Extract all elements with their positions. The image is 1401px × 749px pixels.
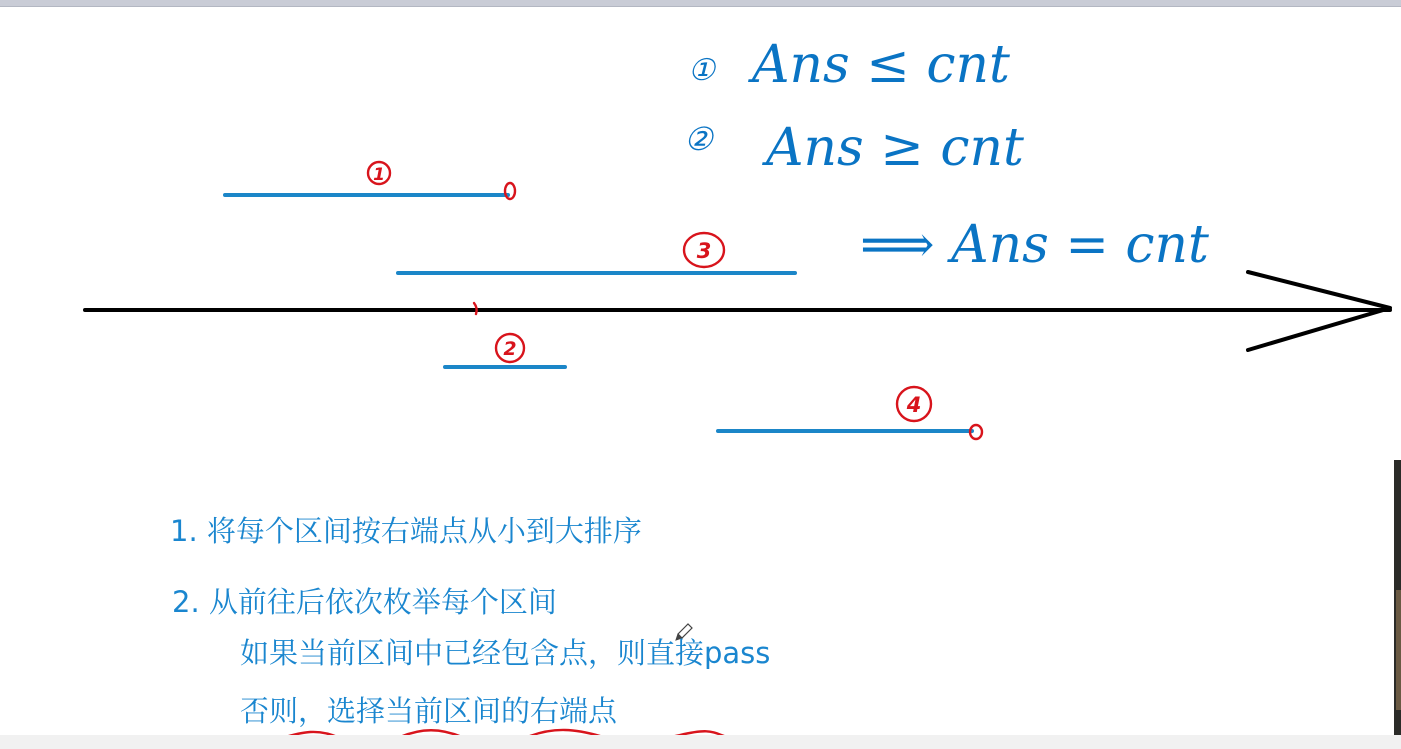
interval-1 <box>225 162 515 199</box>
interval-2-label: 2 <box>503 338 517 360</box>
interval-3 <box>398 233 795 273</box>
case-1-text: Ans ≤ cnt <box>752 35 1010 95</box>
step-1-text: 1. 将每个区间按右端点从小到大排序 <box>170 514 642 548</box>
case-1-marker: ① <box>688 53 715 88</box>
step-2-detail-choose: 否则，选择当前区间的右端点 <box>240 694 618 728</box>
interval-2 <box>445 334 565 367</box>
number-line-axis <box>85 272 1390 350</box>
case-2-annotation <box>684 118 1024 178</box>
case-1-annotation <box>688 35 1010 95</box>
case-2-text: Ans ≥ cnt <box>766 118 1024 178</box>
interval-4-label: 4 <box>906 393 922 417</box>
interval-1-chosen-point <box>505 183 515 199</box>
interval-3-label: 3 <box>696 239 712 263</box>
interval-4 <box>718 387 982 439</box>
interval-1-label: 1 <box>373 165 385 185</box>
webcam-overlay-edge <box>1394 460 1401 749</box>
conclusion-text: ⟹ Ans = cnt <box>860 215 1209 275</box>
step-2-text: 2. 从前往后依次枚举每个区间 <box>172 585 557 619</box>
case-2-marker: ② <box>684 120 713 158</box>
window-bottom-bar <box>0 735 1401 749</box>
step-2-detail-pass: 如果当前区间中已经包含点，则直接pass <box>240 636 771 670</box>
